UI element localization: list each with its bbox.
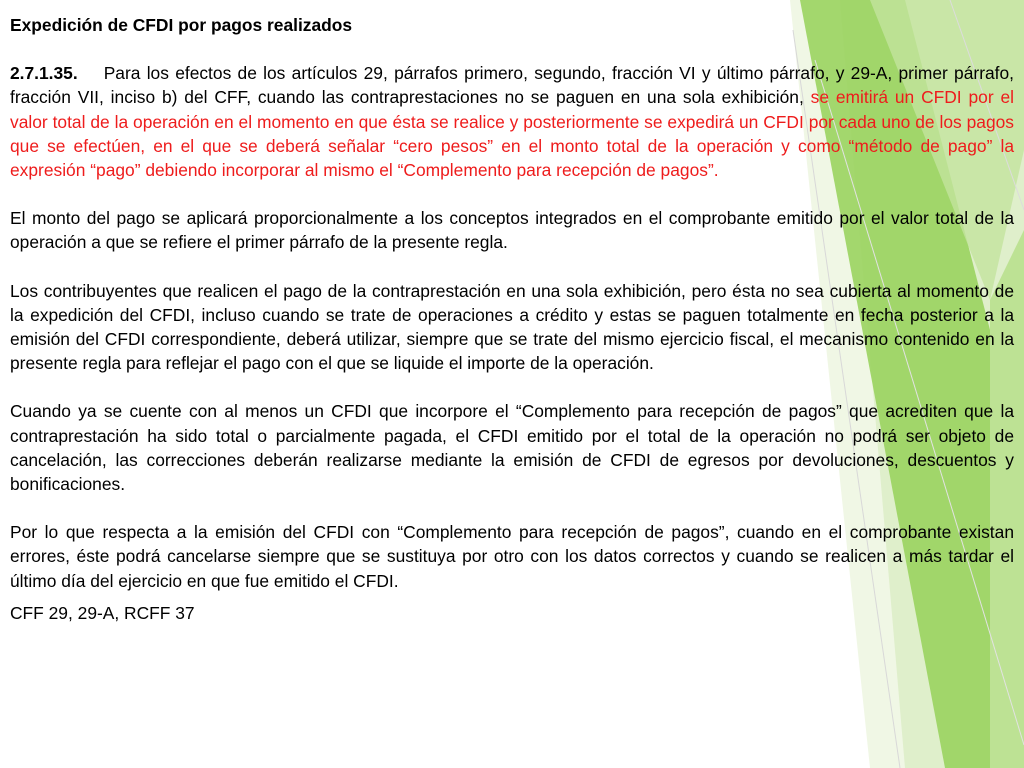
rule-paragraph xyxy=(10,61,1014,182)
paragraph-payment-amount: El monto del pago se aplicará proporcionalmente a los conceptos integrados en el comprobante emitido por el valor total de la operación a que se refiere el primer párrafo de la presente regla. xyxy=(10,208,1014,253)
paragraph-errors: Por lo que respecta a la emisión del CFDI con “Complemento para recepción de pagos”, cuando en el comprobante existan errores, éste podrá cancelarse siempre que se sustituya por otro con los datos correctos y cuando se realicen a más tardar el último día del ejercicio en que fue emitido el CFDI. xyxy=(10,522,1014,591)
rule-text-highlight: se emitirá un CFDI por el valor total de la operación en el momento en que ésta se realice y posteriormente se expedirá un CFDI por cada uno de los pagos que se efectúen, en el que se deberá señalar “cero pesos” en el monto total de la operación y como “método de pago” la expresión “pago” debiendo incorporar al mismo el “Complemento para recepción de pagos”. xyxy=(10,87,1014,181)
slide-title: Expedición de CFDI por pagos realizados xyxy=(10,15,353,35)
rule-text: Para los efectos de los artículos 29, párrafos primero, segundo, fracción VI y último párrafo, y 29-A, primer párrafo, fracción VII, inciso b) del CFF, cuando las contraprestaciones no se paguen en una sola exhibición, xyxy=(10,63,1014,108)
rule-number: 2.7.1.35. xyxy=(10,63,78,84)
paragraph-single-payment: Los contribuyentes que realicen el pago de la contraprestación en una sola exhibición, pero ésta no sea cubierta al momento de la expedición del CFDI, incluso cuando se trate de operaciones a crédito y estas se paguen totalmente en fecha posterior a la emisión del CFDI correspondiente, deberá utilizar, siempre que se trate del mismo ejercicio fiscal, el mecanismo contenido en la presente regla para reflejar el pago con el que se liquide el importe de la operación. xyxy=(10,280,1014,374)
paragraph-cancellation: Cuando ya se cuente con al menos un CFDI que incorpore el “Complemento para recepción de pagos” que acrediten que la contraprestación ha sido total o parcialmente pagada, el CFDI emitido por el total de la operación no podrá ser objeto de cancelación, las correcciones deberán realizarse mediante la emisión de CFDI de egresos por devoluciones, descuentos y bonificaciones. xyxy=(10,401,1014,495)
slide-content xyxy=(10,13,1014,625)
legal-citation: CFF 29, 29-A, RCFF 37 xyxy=(10,602,195,623)
